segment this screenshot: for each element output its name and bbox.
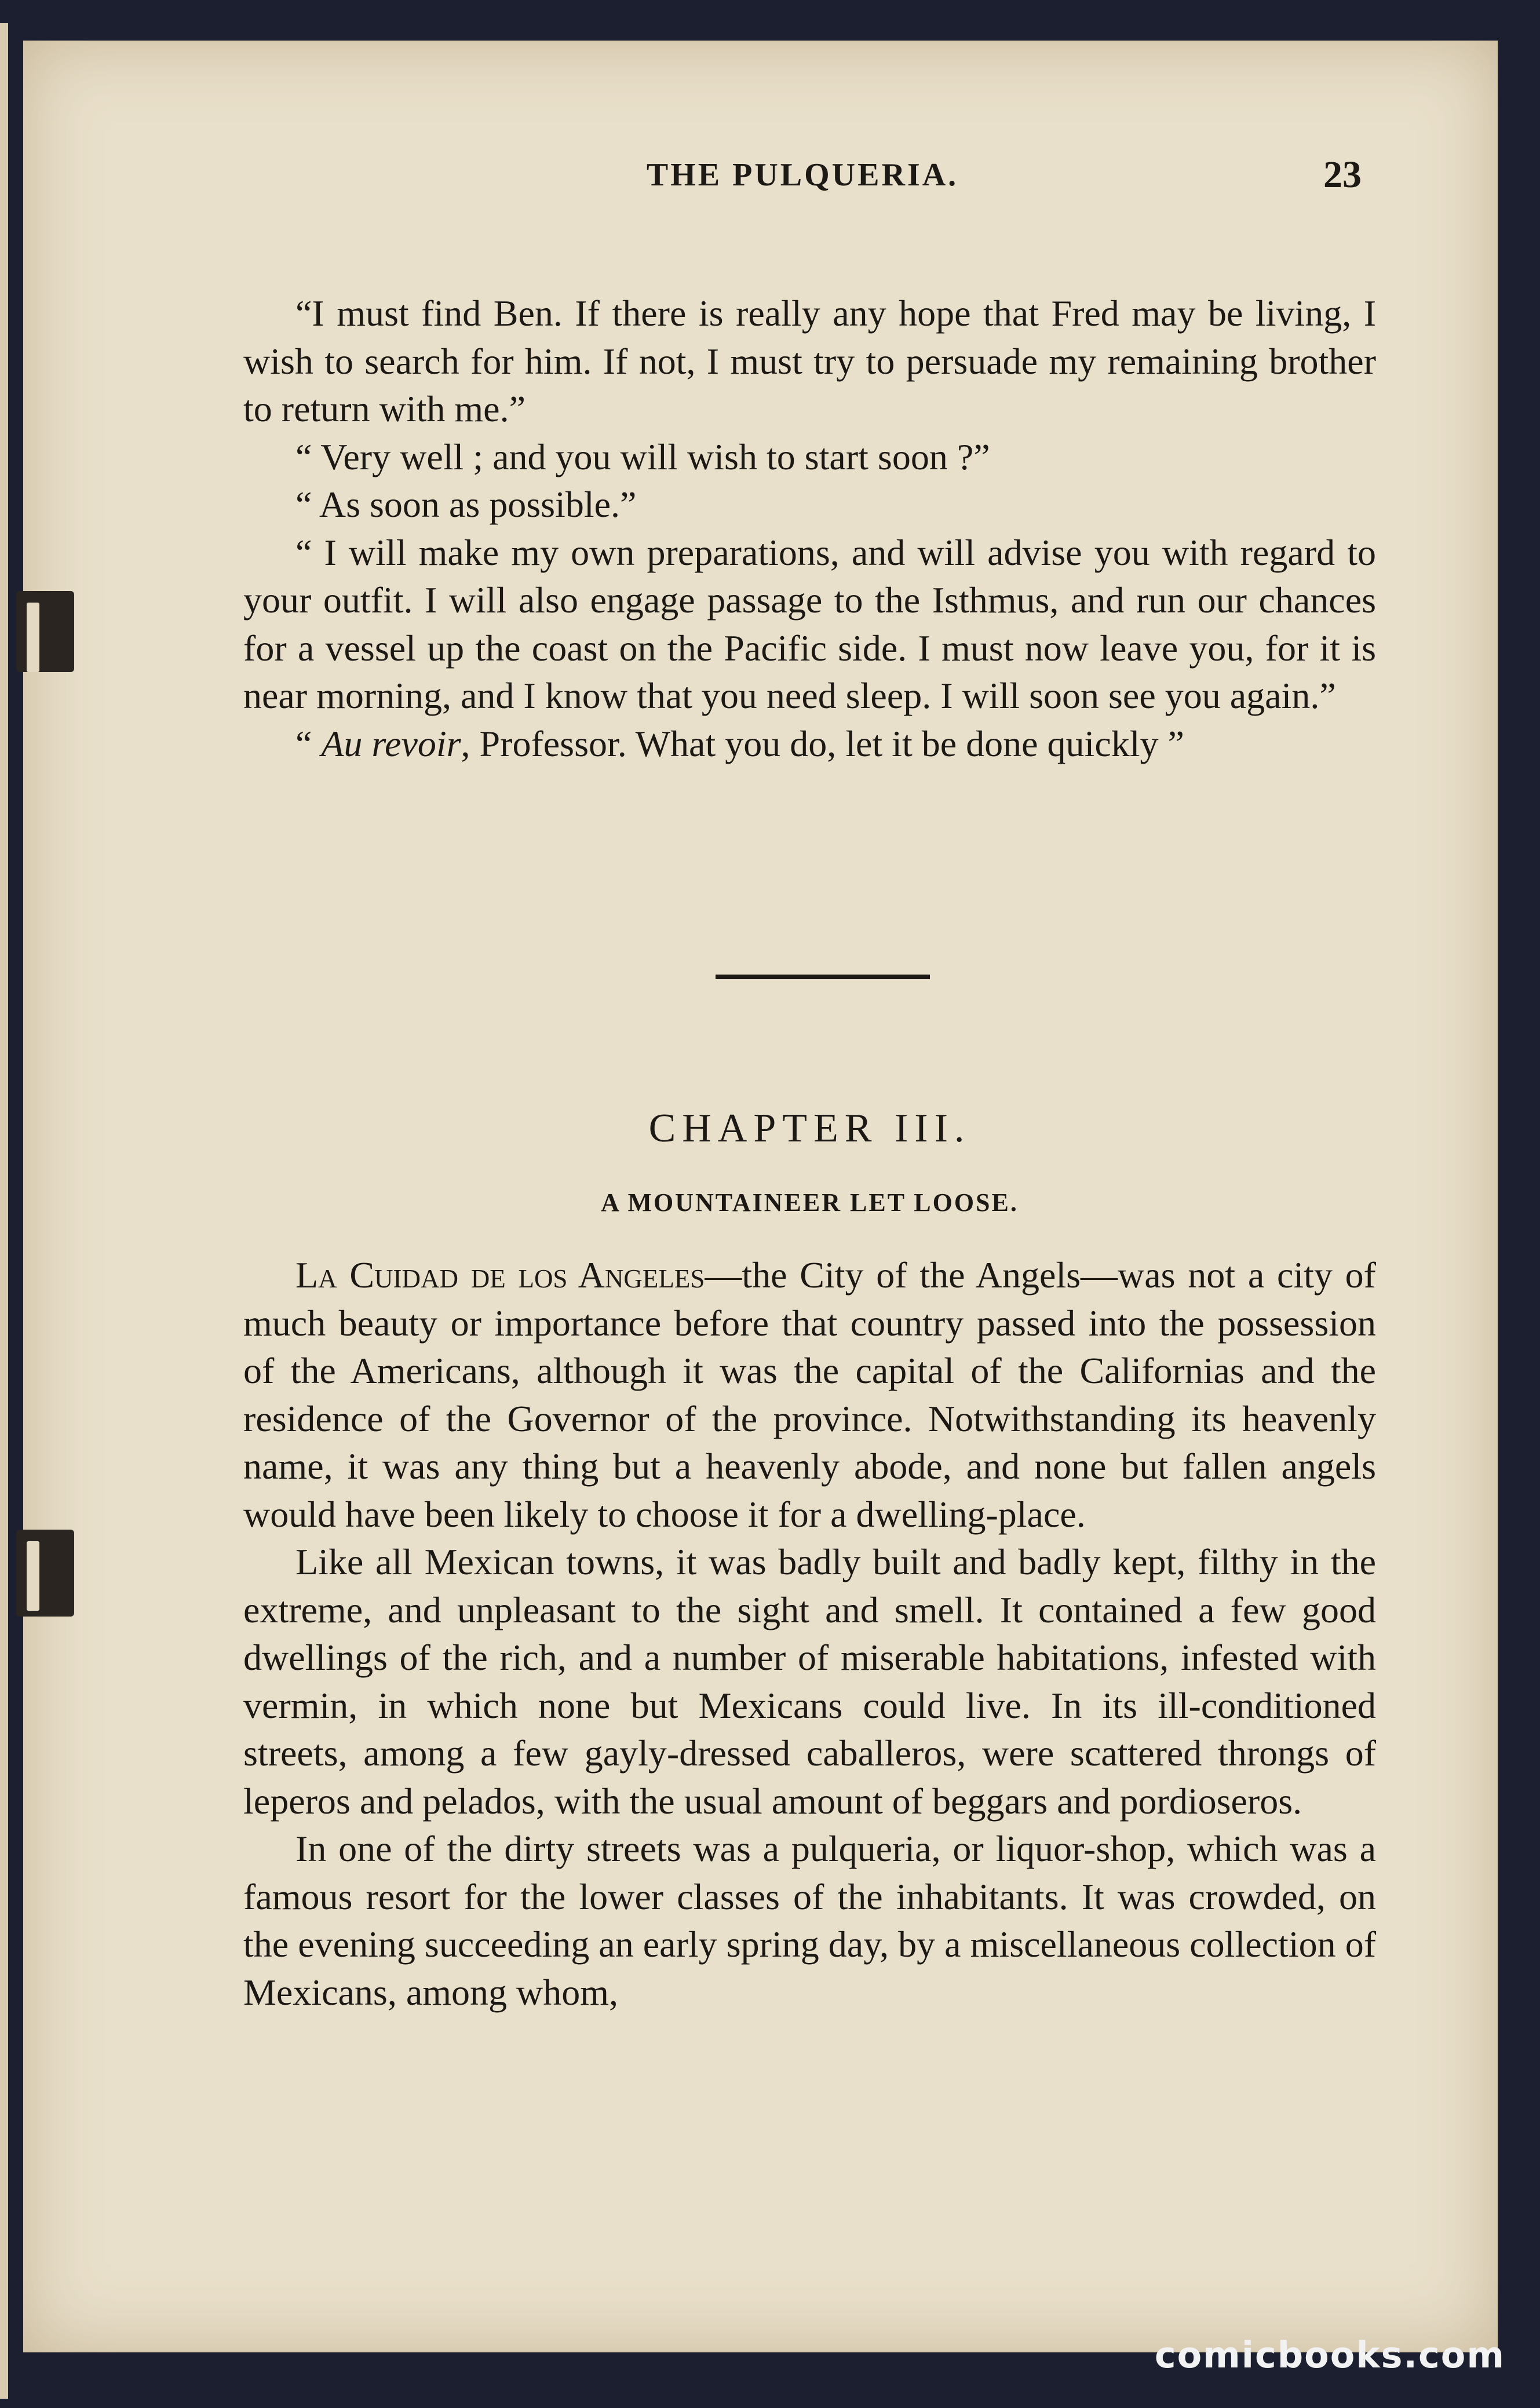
paragraph: “ Very well ; and you will wish to start soon ?” <box>295 436 990 477</box>
watermark: comicbooks.com <box>1154 2334 1505 2376</box>
chapter-title: CHAPTER III. <box>648 1106 971 1151</box>
dialogue-section <box>243 290 1376 768</box>
section-divider <box>716 975 930 979</box>
chapter-body <box>243 1252 1376 2016</box>
page-edge <box>0 23 8 2399</box>
binding-clip <box>16 591 74 672</box>
binding-clip <box>16 1530 74 1617</box>
running-head-title: THE PULQUERIA. <box>646 157 959 193</box>
chapter-subtitle: A MOUNTAINEER LET LOOSE. <box>601 1188 1019 1217</box>
page-number: 23 <box>1323 154 1362 196</box>
farewell-rest: , Professor. What you do, let it be done quickly ” <box>461 723 1184 764</box>
paragraph: “I must find Ben. If there is really any hope that Fred may be living, I wish to search for him. If not, I must try to persuade my remaining brother to return with me.” <box>243 293 1376 429</box>
paragraph: In one of the dirty streets was a pulqueria, or liquor-shop, which was a famous resort for the lower classes of the inhabitants. It was crowded, on the evening succeeding an early spring day, by a miscellaneous collection of Mexicans, among whom, <box>243 1828 1376 2013</box>
paragraph: “ I will make my own preparations, and will advise you with regard to your outfit. I will also engage passage to the Isthmus, and run our chances for a vessel up the coast on the Pacific side. I must now leave you, for it is near morning, and I know that you need sleep. I will soon see you again.” <box>243 531 1376 716</box>
opening-rest: —the City of the Angels—was not a city of much beauty or importance before that country passed into the possession of the Americans, although it was the capital of the Californias and the residence of the Governor of the province. Notwithstanding its heavenly name, it was any thing but a heavenly abode, and none but fallen angels would have been likely to choose it for a dwelling-place. <box>243 1254 1376 1535</box>
running-head <box>243 156 1362 203</box>
paragraph: “ As soon as possible.” <box>295 484 637 525</box>
opening-paragraph <box>243 1252 1376 1538</box>
book-page <box>23 41 1498 2352</box>
opening-lead: La Cuidad de los Angeles <box>295 1254 705 1296</box>
farewell-paragraph <box>243 720 1376 768</box>
paragraph: Like all Mexican towns, it was badly built and badly kept, filthy in the extreme, and unpleasant to the sight and smell. It contained a few good dwellings of the rich, and a number of miserable habitations, infested with vermin, in which none but Mexicans could live. In its ill-conditioned streets, among a few gayly-dressed caballeros, were scattered throngs of leperos and pelados, with the usual amount of beggars and pordioseros. <box>243 1541 1376 1822</box>
farewell-italic: Au revoir <box>321 723 461 764</box>
farewell-open-quote: “ <box>295 723 322 764</box>
